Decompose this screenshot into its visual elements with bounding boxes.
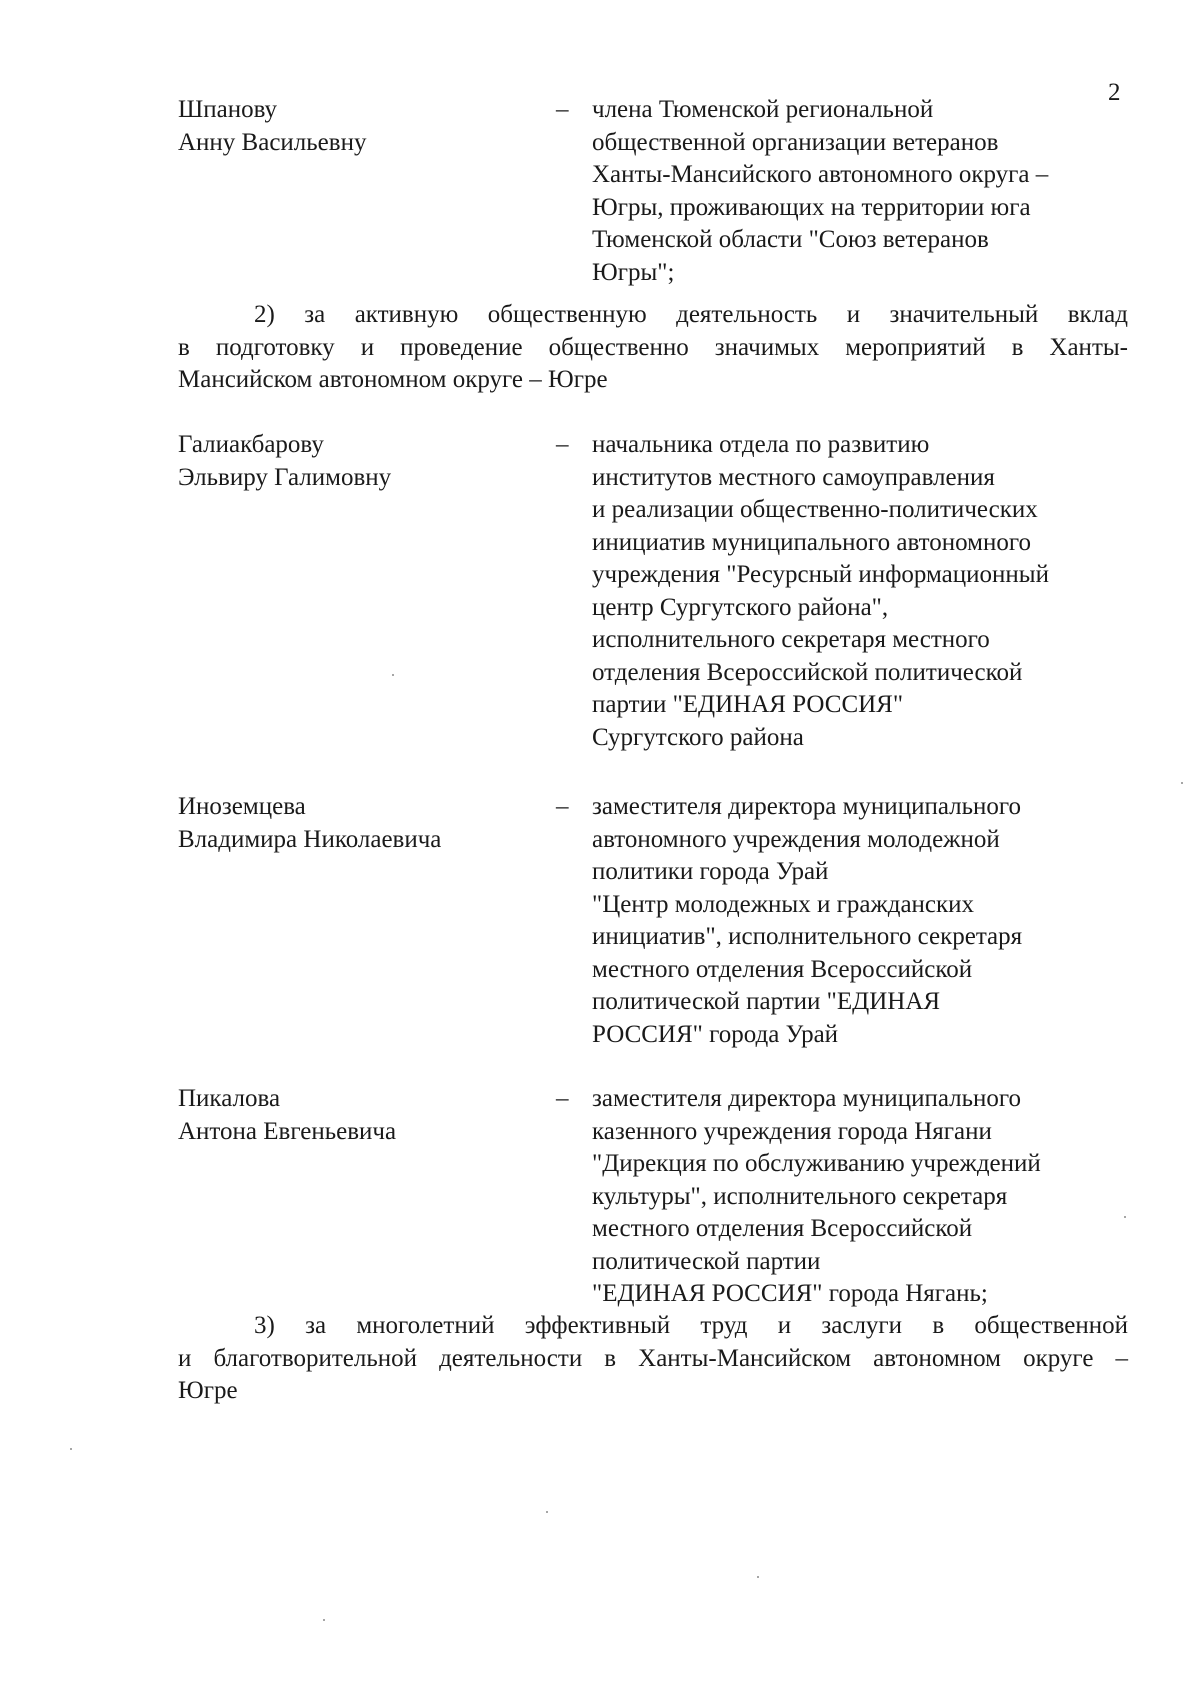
paragraph-line: Мансийском автономном округе – Югре bbox=[178, 366, 608, 393]
person-name-line: Эльвиру Галимовну bbox=[178, 463, 392, 491]
scan-speck bbox=[1124, 1216, 1126, 1218]
scan-speck bbox=[70, 1448, 72, 1450]
position-line: местного отделения Всероссийской bbox=[592, 1215, 973, 1242]
dash-separator: – bbox=[556, 1085, 569, 1112]
person-name-line: Шпанову bbox=[178, 96, 278, 123]
position-line: Югры"; bbox=[592, 258, 675, 286]
position-line: политики города Урай bbox=[592, 858, 829, 885]
paragraph-line: Югре bbox=[178, 1377, 238, 1404]
position-line: Сургутского района bbox=[592, 723, 804, 751]
position-line: учреждения "Ресурсный информационный bbox=[592, 561, 1049, 588]
position-line: культуры", исполнительного секретаря bbox=[592, 1182, 1008, 1210]
paragraph-line: 3) за многолетний эффективный труд и заслуги в общественной bbox=[254, 1312, 1128, 1339]
scan-speck bbox=[757, 1576, 759, 1578]
person-position bbox=[592, 1083, 1122, 1311]
position-line: местного отделения Всероссийской bbox=[592, 955, 973, 983]
dash-separator: – bbox=[556, 431, 569, 458]
paragraph-line: 2) за активную общественную деятельность и значительный вклад bbox=[254, 301, 1128, 328]
person-position bbox=[592, 94, 1122, 289]
person-position bbox=[592, 429, 1122, 754]
paragraph-line: в подготовку и проведение общественно значимых мероприятий в Ханты- bbox=[178, 333, 1128, 361]
position-line: центр Сургутского района", bbox=[592, 593, 889, 621]
position-line: "Дирекция по обслуживанию учреждений bbox=[592, 1150, 1041, 1177]
scan-speck bbox=[1181, 782, 1183, 784]
position-line: Ханты-Мансийского автономного округа – bbox=[592, 161, 1049, 188]
person-position bbox=[592, 791, 1122, 1051]
person-name-line: Пикалова bbox=[178, 1085, 281, 1112]
position-line: члена Тюменской региональной bbox=[592, 96, 934, 123]
position-line: отделения Всероссийской политической bbox=[592, 658, 1023, 686]
person-name bbox=[178, 429, 538, 494]
position-line: "Центр молодежных и гражданских bbox=[592, 890, 975, 918]
person-name bbox=[178, 791, 538, 856]
person-name-line: Галиакбарову bbox=[178, 431, 324, 458]
position-line: и реализации общественно-политических bbox=[592, 496, 1038, 523]
section-paragraph bbox=[178, 1310, 1128, 1408]
person-name-line: Владимира Николаевича bbox=[178, 825, 442, 853]
position-line: институтов местного самоуправления bbox=[592, 463, 995, 491]
person-name bbox=[178, 1083, 538, 1148]
position-line: политической партии "ЕДИНАЯ bbox=[592, 988, 941, 1015]
position-line: политической партии bbox=[592, 1247, 821, 1275]
person-name-line: Иноземцева bbox=[178, 793, 306, 820]
person-name bbox=[178, 94, 538, 159]
dash-separator: – bbox=[556, 96, 569, 123]
position-line: "ЕДИНАЯ РОССИЯ" города Нягань; bbox=[592, 1280, 988, 1307]
position-line: исполнительного секретаря местного bbox=[592, 626, 990, 653]
paragraph-line: и благотворительной деятельности в Ханты-Мансийском автономном округе – bbox=[178, 1344, 1128, 1372]
position-line: партии "ЕДИНАЯ РОССИЯ" bbox=[592, 691, 904, 718]
page-number: 2 bbox=[1108, 79, 1121, 106]
position-line: инициатив муниципального автономного bbox=[592, 528, 1031, 556]
position-line: автономного учреждения молодежной bbox=[592, 825, 1000, 853]
scan-speck bbox=[546, 1511, 548, 1513]
position-line: заместителя директора муниципального bbox=[592, 1085, 1022, 1112]
position-line: Югры, проживающих на территории юга bbox=[592, 193, 1031, 221]
position-line: РОССИЯ" города Урай bbox=[592, 1020, 839, 1048]
scan-speck bbox=[323, 1619, 325, 1621]
position-line: начальника отдела по развитию bbox=[592, 431, 930, 458]
section-paragraph bbox=[178, 299, 1128, 397]
position-line: заместителя директора муниципального bbox=[592, 793, 1022, 820]
position-line: инициатив", исполнительного секретаря bbox=[592, 923, 1023, 950]
position-line: общественной организации ветеранов bbox=[592, 128, 999, 156]
position-line: казенного учреждения города Нягани bbox=[592, 1117, 992, 1145]
dash-separator: – bbox=[556, 793, 569, 820]
position-line: Тюменской области "Союз ветеранов bbox=[592, 226, 989, 253]
person-name-line: Антона Евгеньевича bbox=[178, 1117, 397, 1145]
scan-speck bbox=[392, 674, 394, 676]
person-name-line: Анну Васильевну bbox=[178, 128, 367, 156]
